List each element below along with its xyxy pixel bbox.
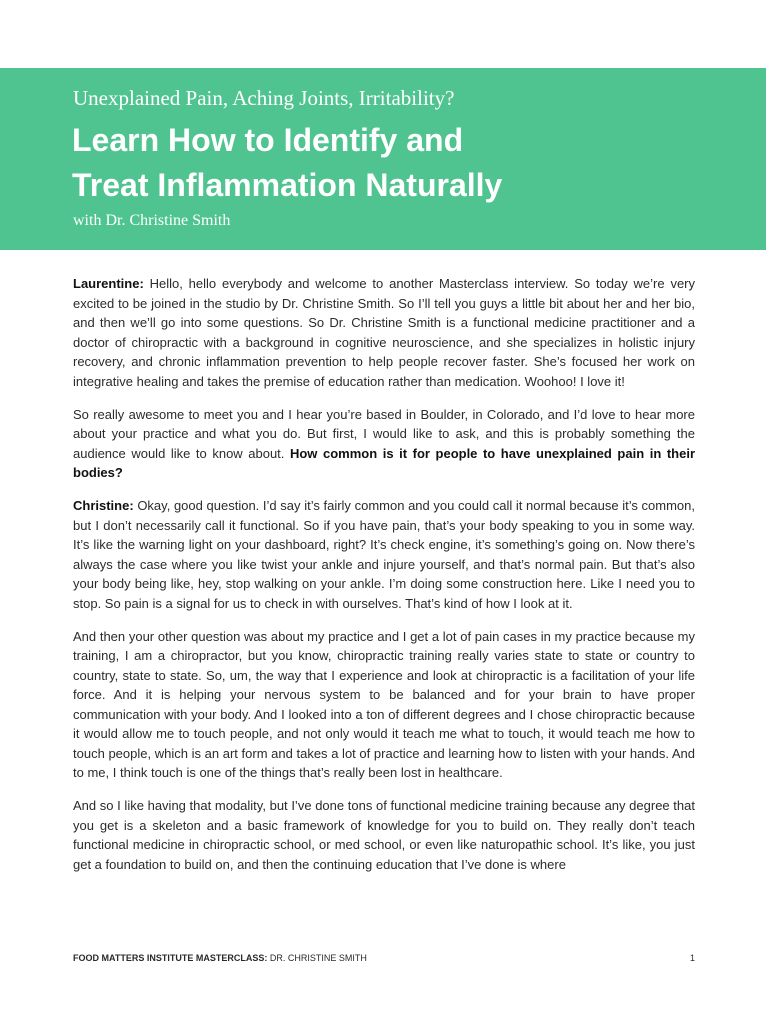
- page-number: 1: [689, 953, 695, 963]
- footer-brand: FOOD MATTERS INSTITUTE MASTERCLASS:: [73, 953, 268, 963]
- speaker-label: Laurentine:: [73, 276, 144, 291]
- paragraph-3: [73, 496, 695, 613]
- paragraph-text: And then your other question was about my practice and I get a lot of pain cases in my practice because my training, I am a chiropractor, but you know, chiropractic training really varies state to state or country to country, state to state. So, um, the way that I experience and look at chiropractic is a facilitation of your life force. And it is helping your nervous system to be balanced and for your brain to have proper communication with your body. And I looked into a ton of different degrees and I chose chiropractic because it would allow me to touch people, and not only would it teach me what to touch, it would teach me how to touch people, which is an art form and takes a lot of practice and learning how to listen with your hands. And to me, I think touch is one of the things that’s really been lost in healthcare.: [73, 628, 695, 780]
- paragraph-1: [73, 274, 695, 391]
- title-kicker: Unexplained Pain, Aching Joints, Irritability?: [73, 86, 455, 110]
- paragraph-text: Okay, good question. I’d say it’s fairly common and you could call it normal because it’s common, but I don’t necessarily call it functional. So if you have pain, that’s your body speaking to you in some way. It’s like the warning light on your dashboard, right? It’s check engine, it’s something’s going on. Now there’s always the case where you like twist your ankle and injure yourself, and that’s normal pain. But that’s also your body being like, hey, stop walking on your ankle. I’m doing some construction here. Like I need you to stop. So pain is a signal for us to check in with ourselves. That’s kind of how I look at it.: [73, 498, 695, 611]
- transcript-body: [73, 274, 695, 888]
- paragraph-text: So really awesome to meet you and I hear you’re based in Boulder, in Colorado, and I’d love to hear more about your practice and what you do. But first, I would like to ask, and this is probably something the audience would like to know about.: [73, 406, 695, 461]
- speaker-label: Christine:: [73, 498, 134, 513]
- question-highlight: How common is it for people to have unexplained pain in their bodies?: [73, 445, 695, 480]
- paragraph-text: And so I like having that modality, but I’ve done tons of functional medicine training because any degree that you get is a skeleton and a basic framework of knowledge for you to build on. They really don’t teach functional medicine in chiropractic school, or med school, or even like naturopathic school. It’s like, you just get a foundation to build on, and then the continuing education that I’ve done is where: [73, 798, 695, 872]
- paragraph-5: [73, 796, 695, 874]
- paragraph-text: Hello, hello everybody and welcome to another Masterclass interview. So today we’re very excited to be joined in the studio by Dr. Christine Smith. So I’ll tell you guys a little bit about her and her bio, and then we’ll go into some questions. So Dr. Christine Smith is a functional medicine practitioner and a doctor of chiropractic with a background in cognitive neuroscience, and she specializes in holistic injury recovery, and chronic inflammation prevention to help people recover faster. She’s focused her work on integrative healing and takes the premise of education rather than medication. Woohoo! I love it!: [73, 276, 695, 389]
- footer-credit: [73, 953, 367, 963]
- page-footer: [73, 953, 695, 963]
- byline: with Dr. Christine Smith: [73, 212, 231, 229]
- paragraph-2: [73, 405, 695, 483]
- page-title-line-2: Treat Inflammation Naturally: [72, 167, 503, 203]
- paragraph-4: [73, 627, 695, 783]
- footer-author: DR. CHRISTINE SMITH: [267, 953, 367, 963]
- page-title-line-1: Learn How to Identify and: [72, 122, 464, 158]
- page-title: [72, 118, 732, 208]
